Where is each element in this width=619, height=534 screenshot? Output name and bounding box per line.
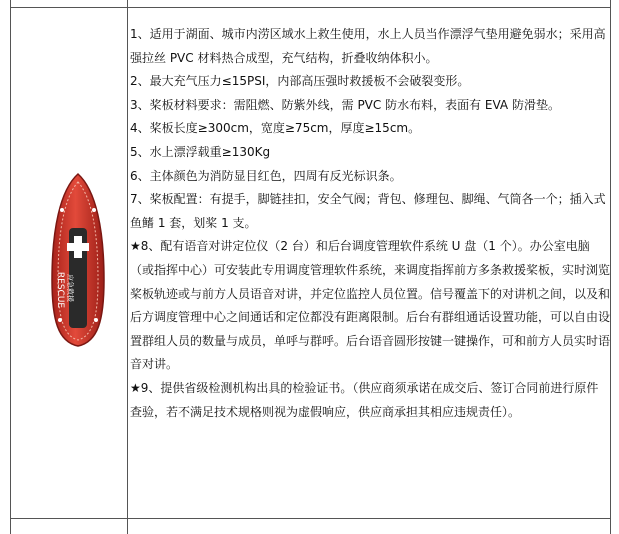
spec-item-7: 7、桨板配置：有提手，脚链挂扣，安全气阀；背包、修理包、脚绳、气筒各一个；插入式鱼鳍 1 套，划桨 1 支。 bbox=[130, 192, 606, 230]
spec-item-6: 6、主体颜色为消防显目红色，四周有反光标识条。 bbox=[130, 168, 402, 183]
spec-item-4: 4、桨板长度≥300cm，宽度≥75cm，厚度≥15cm。 bbox=[130, 121, 421, 136]
rescue-board-illustration bbox=[38, 170, 118, 350]
board-label-cn: 应急救援 bbox=[66, 274, 74, 302]
spec-item-8: ★8、配有语音对讲定位仪（2 台）和后台调度管理软件系统 U 盘（1 个）。办公室电脑（或指挥中心）可安装此专用调度管理软件系统，来调度指挥前方多条救援桨板，实时浏览桨板轨迹或与前方人员语音对讲，并定位监控人员位置。信号覆盖下的对讲机之间，以及和后方调度管理中心之间通话和定位都没有距离限制。后台有群组通话设置功能，可以自由设置群组人员的数量与成员，单呼与群呼。后台语音圆形按键一键操作，可和前方人员实时语音对讲。 bbox=[130, 239, 611, 372]
spec-item-1: 1、适用于湖面、城市内涝区域水上救生使用，水上人员当作漂浮气垫用避免弱水；采用高强拉丝 PVC 材料热合成型，充气结构，折叠收纳体积小。 bbox=[130, 27, 606, 65]
table-column-divider bbox=[127, 0, 128, 534]
table-border-right bbox=[610, 0, 611, 534]
cross-horizontal bbox=[67, 243, 89, 251]
spec-item-5: 5、水上漂浮载重≥130Kg bbox=[130, 144, 271, 159]
product-image-cell bbox=[10, 0, 127, 534]
spec-item-9: ★9、提供省级检测机构出具的检验证书。（供应商须承诺在成交后、签订合同前进行原件查验，若不满足技术规格则视为虚假响应，供应商承担其相应违规责任）。 bbox=[130, 380, 599, 419]
spec-item-3: 3、桨板材料要求：需阻燃、防紫外线，需 PVC 防水布料，表面有 EVA 防滑垫。 bbox=[130, 97, 560, 112]
rescue-board-image bbox=[38, 170, 118, 350]
spec-list bbox=[130, 6, 610, 424]
board-label-en: RESCUE bbox=[55, 271, 65, 309]
spec-item-2: 2、最大充气压力≤15PSI，内部高压强时救援板不会破裂变形。 bbox=[130, 74, 470, 89]
